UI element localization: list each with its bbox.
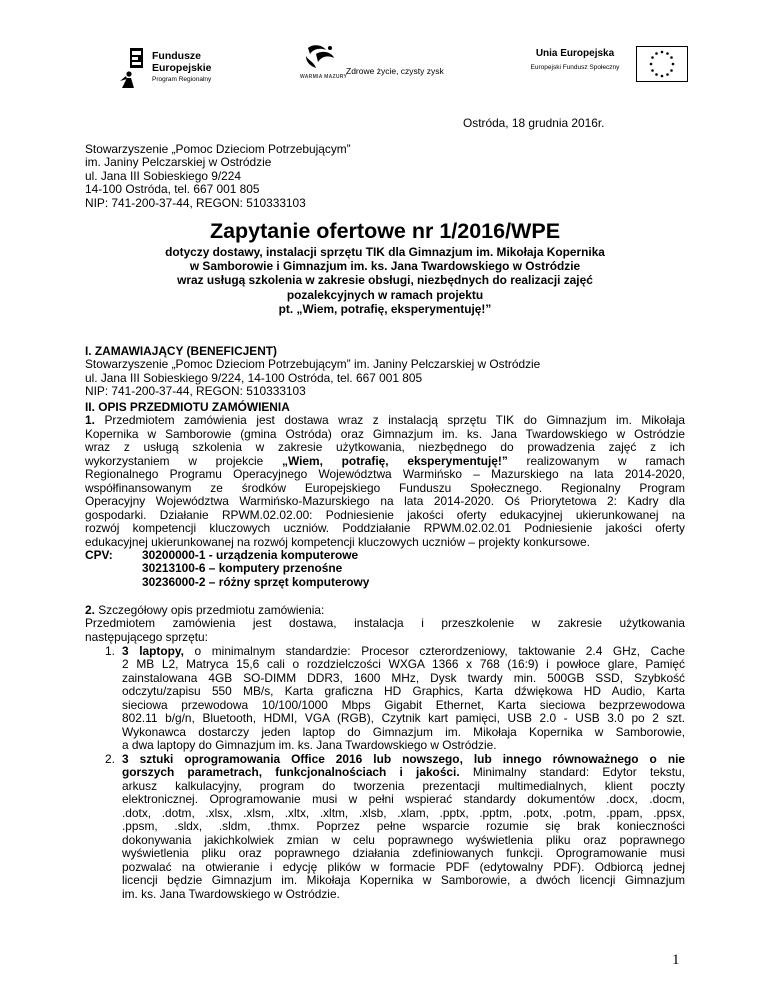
paragraph-number: 1.: [85, 413, 95, 428]
section-heading: II. OPIS PRZEDMIOTU ZAMÓWIENIA: [85, 400, 290, 414]
paragraph-line: [85, 455, 685, 468]
paragraph-text: Szczegółowy opis przedmiotu zamówienia:: [98, 603, 325, 617]
document-title: Zapytanie ofertowe nr 1/2016/WPE: [209, 219, 561, 243]
paragraph-line: edukacyjnej ukierunkowanej na rozwój kompetencji kluczowych uczniów – projekty konkursowe.: [85, 534, 590, 549]
list-item-line: im. ks. Jana Twardowskiego w Ostródzie.: [122, 886, 340, 901]
list-item-line: 802.11 b/g/n, Bluetooth, HDMI, VGA (RGB), Czytnik kart pamięci, USB 2.0 - USB 3.0 po 2 szt.: [122, 711, 685, 726]
warmia-mazury-logo: [300, 44, 500, 88]
cpv-code: 30213100-6 – komputery przenośne: [142, 561, 343, 576]
fundusze-europejskie-logo: [118, 48, 228, 88]
list-item-body: [122, 645, 685, 753]
warmia-mazury-wordmark: WARMIA MAZURY: [300, 74, 348, 80]
item-lead: gorszych parametrach, funkcjonalnościach i jakości.: [122, 765, 460, 780]
sender-line: ul. Jana III Sobieskiego 9/224: [85, 168, 242, 183]
item-text: Minimalny standard: Edytor tekstu,: [459, 765, 685, 780]
list-item-line: .dotx, .dotm, .xlsx, .xlsm, .xltx, .xltm, .xlsb, .xlam, .pptx, .pptm, .potx, .potm, .ppam, .ppsx,: [122, 805, 685, 820]
subtitle-line: pozalekcyjnych w ramach projektu: [286, 287, 484, 302]
paragraph-line: Operacyjny Województwa Warmińsko-Mazurskiego na lata 2014-2020. Oś Priorytetowa 2: Kadry dla: [85, 494, 685, 509]
list-item-line: elektronicznej. Oprogramowanie musi w pełni wspierać standardy dokumentów .docx, .docm,: [122, 792, 685, 807]
page-number: 1: [672, 952, 680, 968]
paragraph-line: Kopernika w Samborowie (gmina Ostróda) oraz Gimnazjum im. ks. Jana Twardowskiego w Ostródzie: [85, 426, 685, 441]
paragraph-line: [85, 604, 685, 617]
eu-flag-icon: [636, 46, 688, 82]
sender-address: [85, 143, 685, 210]
list-item-line: wyświetlenia pliku oraz poprawnego działania zdefiniowanych funkcji. Oprogramowanie musi: [122, 846, 685, 861]
cpv-code: 30200000-1 - urządzenia komputerowe: [142, 548, 359, 562]
paragraph-line: rozwój kompetencji kluczowych uczniów. Poddziałanie RPWM.02.02.01 Podniesienie jakości oferty: [85, 521, 685, 536]
item-lead: 3 sztuki oprogramowania Office 2016 lub nowszego, lub innego równoważnego o nie: [122, 752, 685, 766]
list-item-line: pozwalać na otwieranie i edycję plików w formacie PDF (edytowalny PDF). Odbiorcą jednej: [122, 859, 685, 874]
list-item-line: sieciowa przewodowa 10/100/1000 Mbps Gigabit Ethernet, Karta sieciowa bezprzewodowa: [122, 697, 685, 712]
fundusze-europejskie-emblem-icon: [118, 48, 148, 88]
item-text: o minimalnym standardzie: Procesor czterordzeniowy, taktowanie 2.4 GHz, Cache: [183, 644, 685, 658]
sender-line: im. Janiny Pelczarskiej w Ostródzie: [85, 155, 272, 170]
document-subtitle: [85, 245, 685, 316]
paragraph-line: Przedmiotem zamówienia jest dostawa, instalacja i przeszkolenie w zakresie użytkowania: [85, 616, 685, 631]
cpv-label: CPV:: [85, 548, 113, 562]
list-item-line: odczytu/zapisu 550 MB/s, Karta graficzna HD Graphics, Karta dźwiękowa HD Audio, Karta: [122, 684, 685, 699]
warmia-mazury-slogan: Zdrowe życie, czysty zysk: [346, 66, 444, 76]
paragraph-szczegolowy-opis: [85, 604, 685, 644]
list-item-body: [122, 753, 685, 901]
list-item-line: Wykonawca dostarczy jeden laptop do Gimnazjum im. Mikołaja Kopernika w Samborowie,: [122, 724, 685, 739]
subtitle-line: dotyczy dostawy, instalacji sprzętu TIK dla Gimnazjum im. Mikołaja Kopernika: [165, 245, 605, 259]
ue-logo-line2: Europejski Fundusz Społeczny: [530, 64, 620, 71]
document-date: Ostróda, 18 grudnia 2016r.: [463, 116, 605, 130]
list-item-line: zainstalowana 4GB SO-DIMM DDR3, 1600 MHz, Dysk twardy min. 500GB SSD, Szybkość: [122, 670, 685, 685]
paragraph-line: następującego sprzętu:: [85, 629, 208, 644]
list-item-line: [122, 645, 685, 658]
paragraph-line: Regionalnego Programu Operacyjnego Województwa Warmińsko – Mazurskiego na lata 2014-2020,: [85, 467, 685, 482]
project-name: „Wiem, potrafię, eksperymentuję!”: [282, 453, 508, 468]
unia-europejska-logo: [516, 46, 691, 88]
list-item-number: 1.: [105, 644, 115, 658]
subtitle-line: pt. „Wiem, potrafię, eksperymentuję!”: [278, 301, 492, 316]
section-zamawiajacy: [85, 345, 685, 399]
paragraph-text: Przedmiotem zamówienia jest dostawa wraz z instalacją sprzętu TIK do Gimnazjum im. Mikołaja: [104, 413, 685, 428]
list-item-number: 2.: [105, 752, 115, 766]
list-item-line: licencji będzie Gimnazjum im. Mikołaja Kopernika w Samborowie, a dwóch licencji Gimnazjum: [122, 873, 685, 888]
warmia-mazury-emblem-icon: [300, 44, 344, 74]
section-heading: I. ZAMAWIAJĄCY (BENEFICJENT): [85, 344, 278, 358]
logo-strip: [118, 40, 688, 92]
paragraph-number: 2.: [85, 603, 95, 617]
paragraph-line: współfinansowanym ze środków Europejskiego Funduszu Społecznego. Regionalny Program: [85, 480, 685, 495]
sender-line: 14-100 Ostróda, tel. 667 001 805: [85, 182, 260, 197]
fe-logo-line1: Fundusze: [152, 50, 201, 62]
subtitle-line: wraz usługą szkolenia w zakresie obsługi, niezbędnych do realizacji zajęć: [177, 273, 593, 288]
paragraph-line: [85, 414, 685, 427]
fe-logo-line2: Europejskie: [152, 62, 212, 74]
section-line: NIP: 741-200-37-44, REGON: 510333103: [85, 384, 306, 399]
paragraph-text: wykorzystaniem w projekcie: [85, 453, 264, 468]
cpv-code-list: [142, 549, 369, 589]
list-item-line: 2 MB L2, Matryca 15,6 cali o rozdzielczości WXGA 1366 x 768 (16:9) i powłoce glare, Pamięć: [122, 657, 685, 672]
paragraph-line: gospodarki. Działanie RPWM.02.02.00: Podniesienie jakości oferty edukacyjnej ukierunkowanej na: [85, 507, 685, 522]
list-item-line: a dwa laptopy do Gimnazjum im. ks. Jana Twardowskiego w Ostródzie.: [122, 738, 497, 753]
list-item-line: arkusz kalkulacyjny, program do tworzenia prezentacji multimedialnych, klient poczty: [122, 778, 685, 793]
paragraph-text: realizowanym w ramach: [526, 453, 685, 468]
subtitle-line: w Samborowie i Gimnazjum im. ks. Jana Twardowskiego w Ostródzie: [189, 259, 581, 274]
section-line: Stowarzyszenie „Pomoc Dzieciom Potrzebującym” im. Janiny Pelczarskiej w Ostródzie: [85, 357, 541, 372]
section-opis-przedmiotu: [85, 401, 685, 549]
ue-logo-line1: Unia Europejska: [535, 48, 615, 59]
section-line: ul. Jana III Sobieskiego 9/224, 14-100 Ostróda, tel. 667 001 805: [85, 370, 423, 385]
item-lead: 3 laptopy,: [122, 644, 184, 658]
fe-logo-line3: Program Regionalny: [152, 76, 212, 83]
list-item-line: [122, 753, 685, 766]
cpv-code: 30236000-2 – różny sprzęt komputerowy: [142, 574, 370, 589]
list-item-line: [122, 766, 685, 779]
list-item-line: .ppsm, .sldx, .sldm, .thmx. Poprzez pełne wsparcie rozumie się brak konieczności: [122, 819, 685, 834]
paragraph-line: wraz z usługą szkolenia w zakresie użytkowania, niezbędnego do prowadzenia zajęć z ich: [85, 440, 685, 455]
list-item-line: dokonywania jakichkolwiek zmian w celu poprawnego wyświetlenia pliku oraz poprawnego: [122, 832, 685, 847]
sender-line: NIP: 741-200-37-44, REGON: 510333103: [85, 195, 306, 210]
sender-line: Stowarzyszenie „Pomoc Dzieciom Potrzebującym”: [85, 142, 351, 156]
